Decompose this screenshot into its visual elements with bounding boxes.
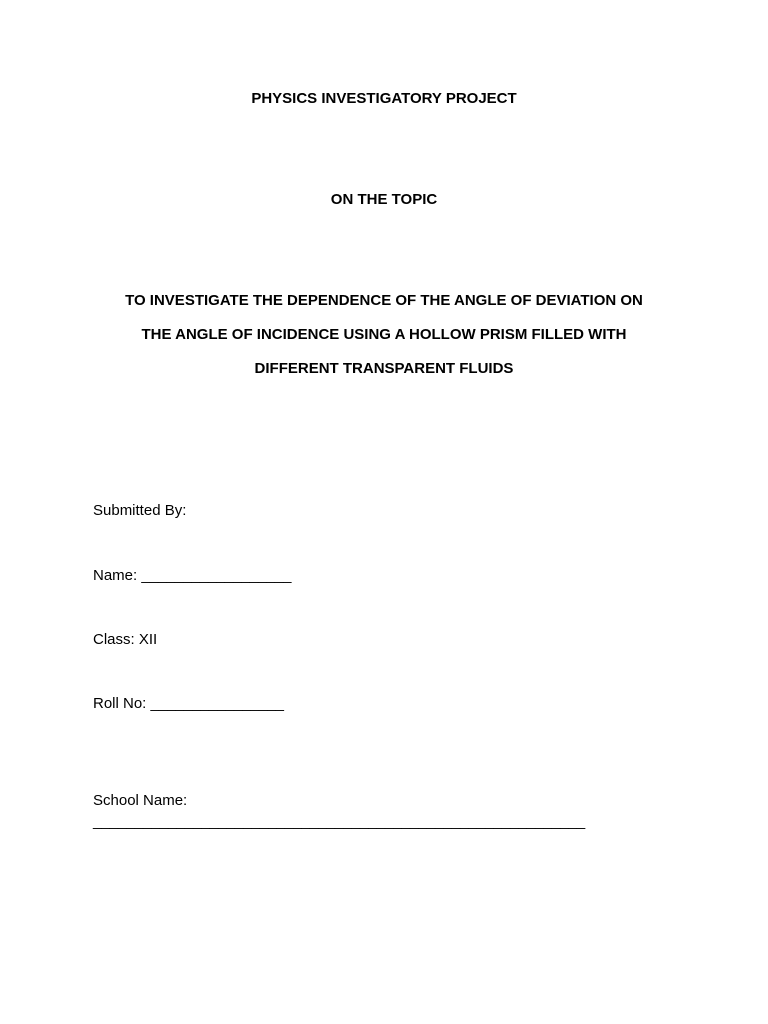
submitted-by-label: Submitted By: <box>93 502 187 519</box>
school-label: School Name: <box>93 792 188 809</box>
school-blank: ___________________________________________________________ <box>93 813 586 830</box>
document-title: PHYSICS INVESTIGATORY PROJECT <box>251 90 517 107</box>
class-text: Class: XII <box>93 631 158 648</box>
roll-blank: ________________ <box>150 695 285 712</box>
name-row <box>93 566 292 586</box>
roll-row <box>93 694 284 714</box>
document-subtitle: ON THE TOPIC <box>330 191 438 208</box>
name-label: Name: <box>93 567 138 584</box>
topic-line-2: THE ANGLE OF INCIDENCE USING A HOLLOW PRISM FILLED WITH <box>141 326 627 343</box>
name-blank: __________________ <box>141 567 292 584</box>
topic-line-1: TO INVESTIGATE THE DEPENDENCE OF THE ANGLE OF DEVIATION ON <box>125 292 643 309</box>
topic-line-3: DIFFERENT TRANSPARENT FLUIDS <box>254 360 514 377</box>
roll-label: Roll No: <box>93 695 147 712</box>
